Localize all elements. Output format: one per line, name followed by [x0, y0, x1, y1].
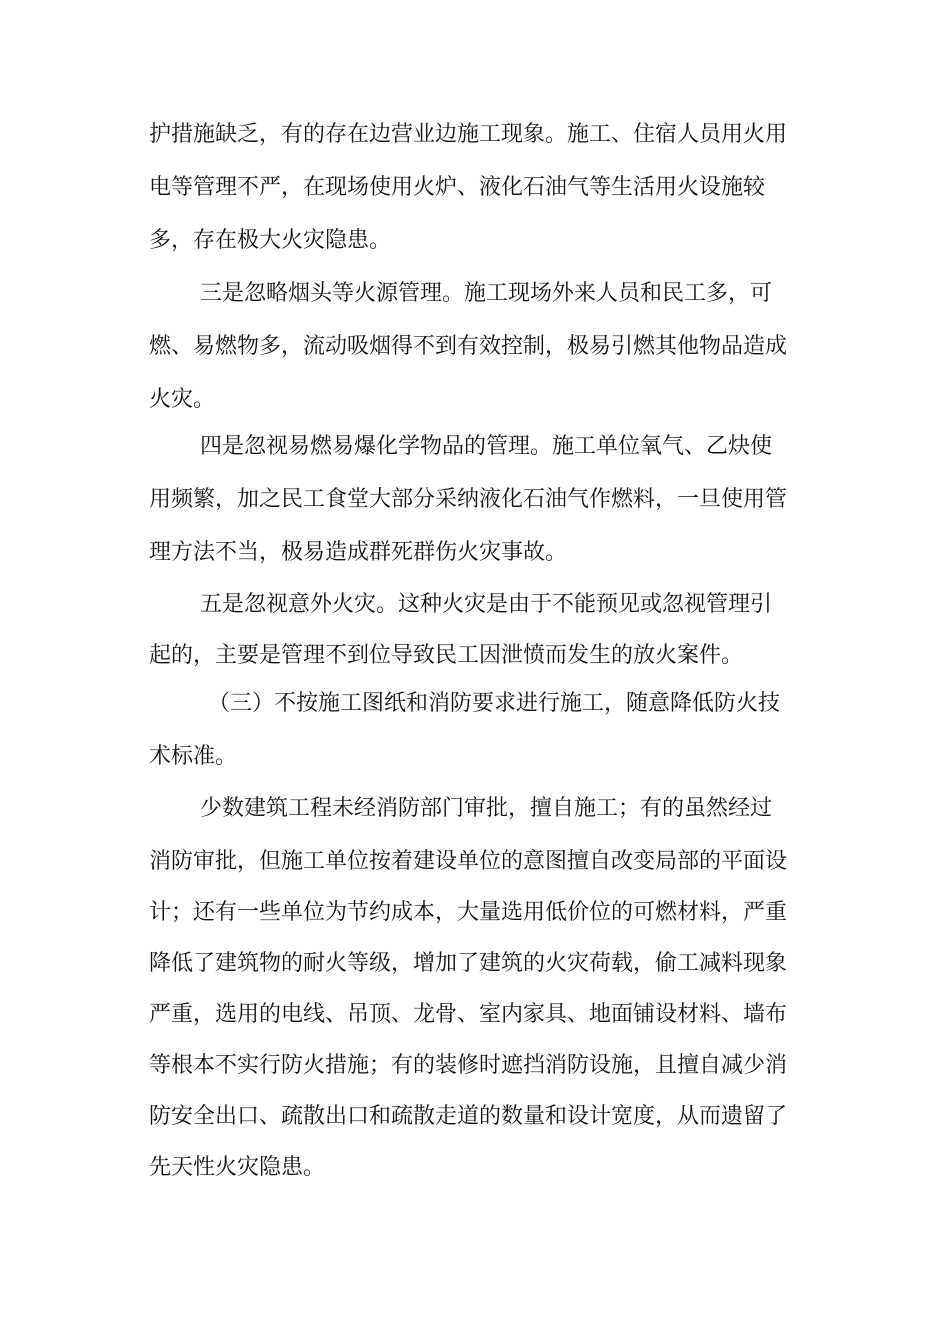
- paragraph-line: 电等管理不严，在现场使用火炉、液化石油气等生活用火设施较: [149, 175, 766, 200]
- paragraph-line: 防安全出口、疏散出口和疏散走道的数量和设计宽度，从而遗留了: [149, 1104, 788, 1129]
- paragraph-line: 计；还有一些单位为节约成本，大量选用低价位的可燃材料，严重: [149, 900, 788, 925]
- paragraph-line: 多，存在极大火灾隐患。: [149, 228, 392, 253]
- paragraph-line: 消防审批，但施工单位按着建设单位的意图擅自改变局部的平面设: [149, 849, 788, 874]
- paragraph-line: 五是忽视意外火灾。这种火灾是由于不能预见或忽视管理引: [200, 592, 773, 617]
- paragraph-line: 四是忽视易燃易爆化学物品的管理。施工单位氧气、乙炔使: [200, 434, 773, 459]
- paragraph-line: 少数建筑工程未经消防部门审批，擅自施工；有的虽然经过: [200, 796, 773, 821]
- paragraph-line: 护措施缺乏，有的存在边营业边施工现象。施工、住宿人员用火用: [149, 122, 788, 147]
- paragraph-line: 理方法不当，极易造成群死群伤火灾事故。: [149, 540, 568, 565]
- paragraph-line: 三是忽略烟头等火源管理。施工现场外来人员和民工多，可: [200, 281, 773, 306]
- section-heading-line: 术标准。: [149, 744, 238, 769]
- paragraph-line: 严重，选用的电线、吊顶、龙骨、室内家具、地面铺设材料、墙布: [149, 1002, 788, 1027]
- paragraph-line: 起的，主要是管理不到位导致民工因泄愤而发生的放火案件。: [149, 643, 744, 668]
- paragraph-line: 降低了建筑物的耐火等级，增加了建筑的火灾荷载，偷工减料现象: [149, 951, 788, 976]
- section-heading-line: （三）不按施工图纸和消防要求进行施工，随意降低防火技: [208, 691, 781, 716]
- paragraph-line: 燃、易燃物多，流动吸烟得不到有效控制，极易引燃其他物品造成: [149, 334, 788, 359]
- paragraph-line: 等根本不实行防火措施；有的装修时遮挡消防设施，且擅自减少消: [149, 1053, 788, 1078]
- paragraph-line: 用频繁，加之民工食堂大部分采纳液化石油气作燃料，一旦使用管: [149, 487, 788, 512]
- paragraph-line: 先天性火灾隐患。: [149, 1155, 326, 1180]
- paragraph-line: 火灾。: [149, 387, 216, 412]
